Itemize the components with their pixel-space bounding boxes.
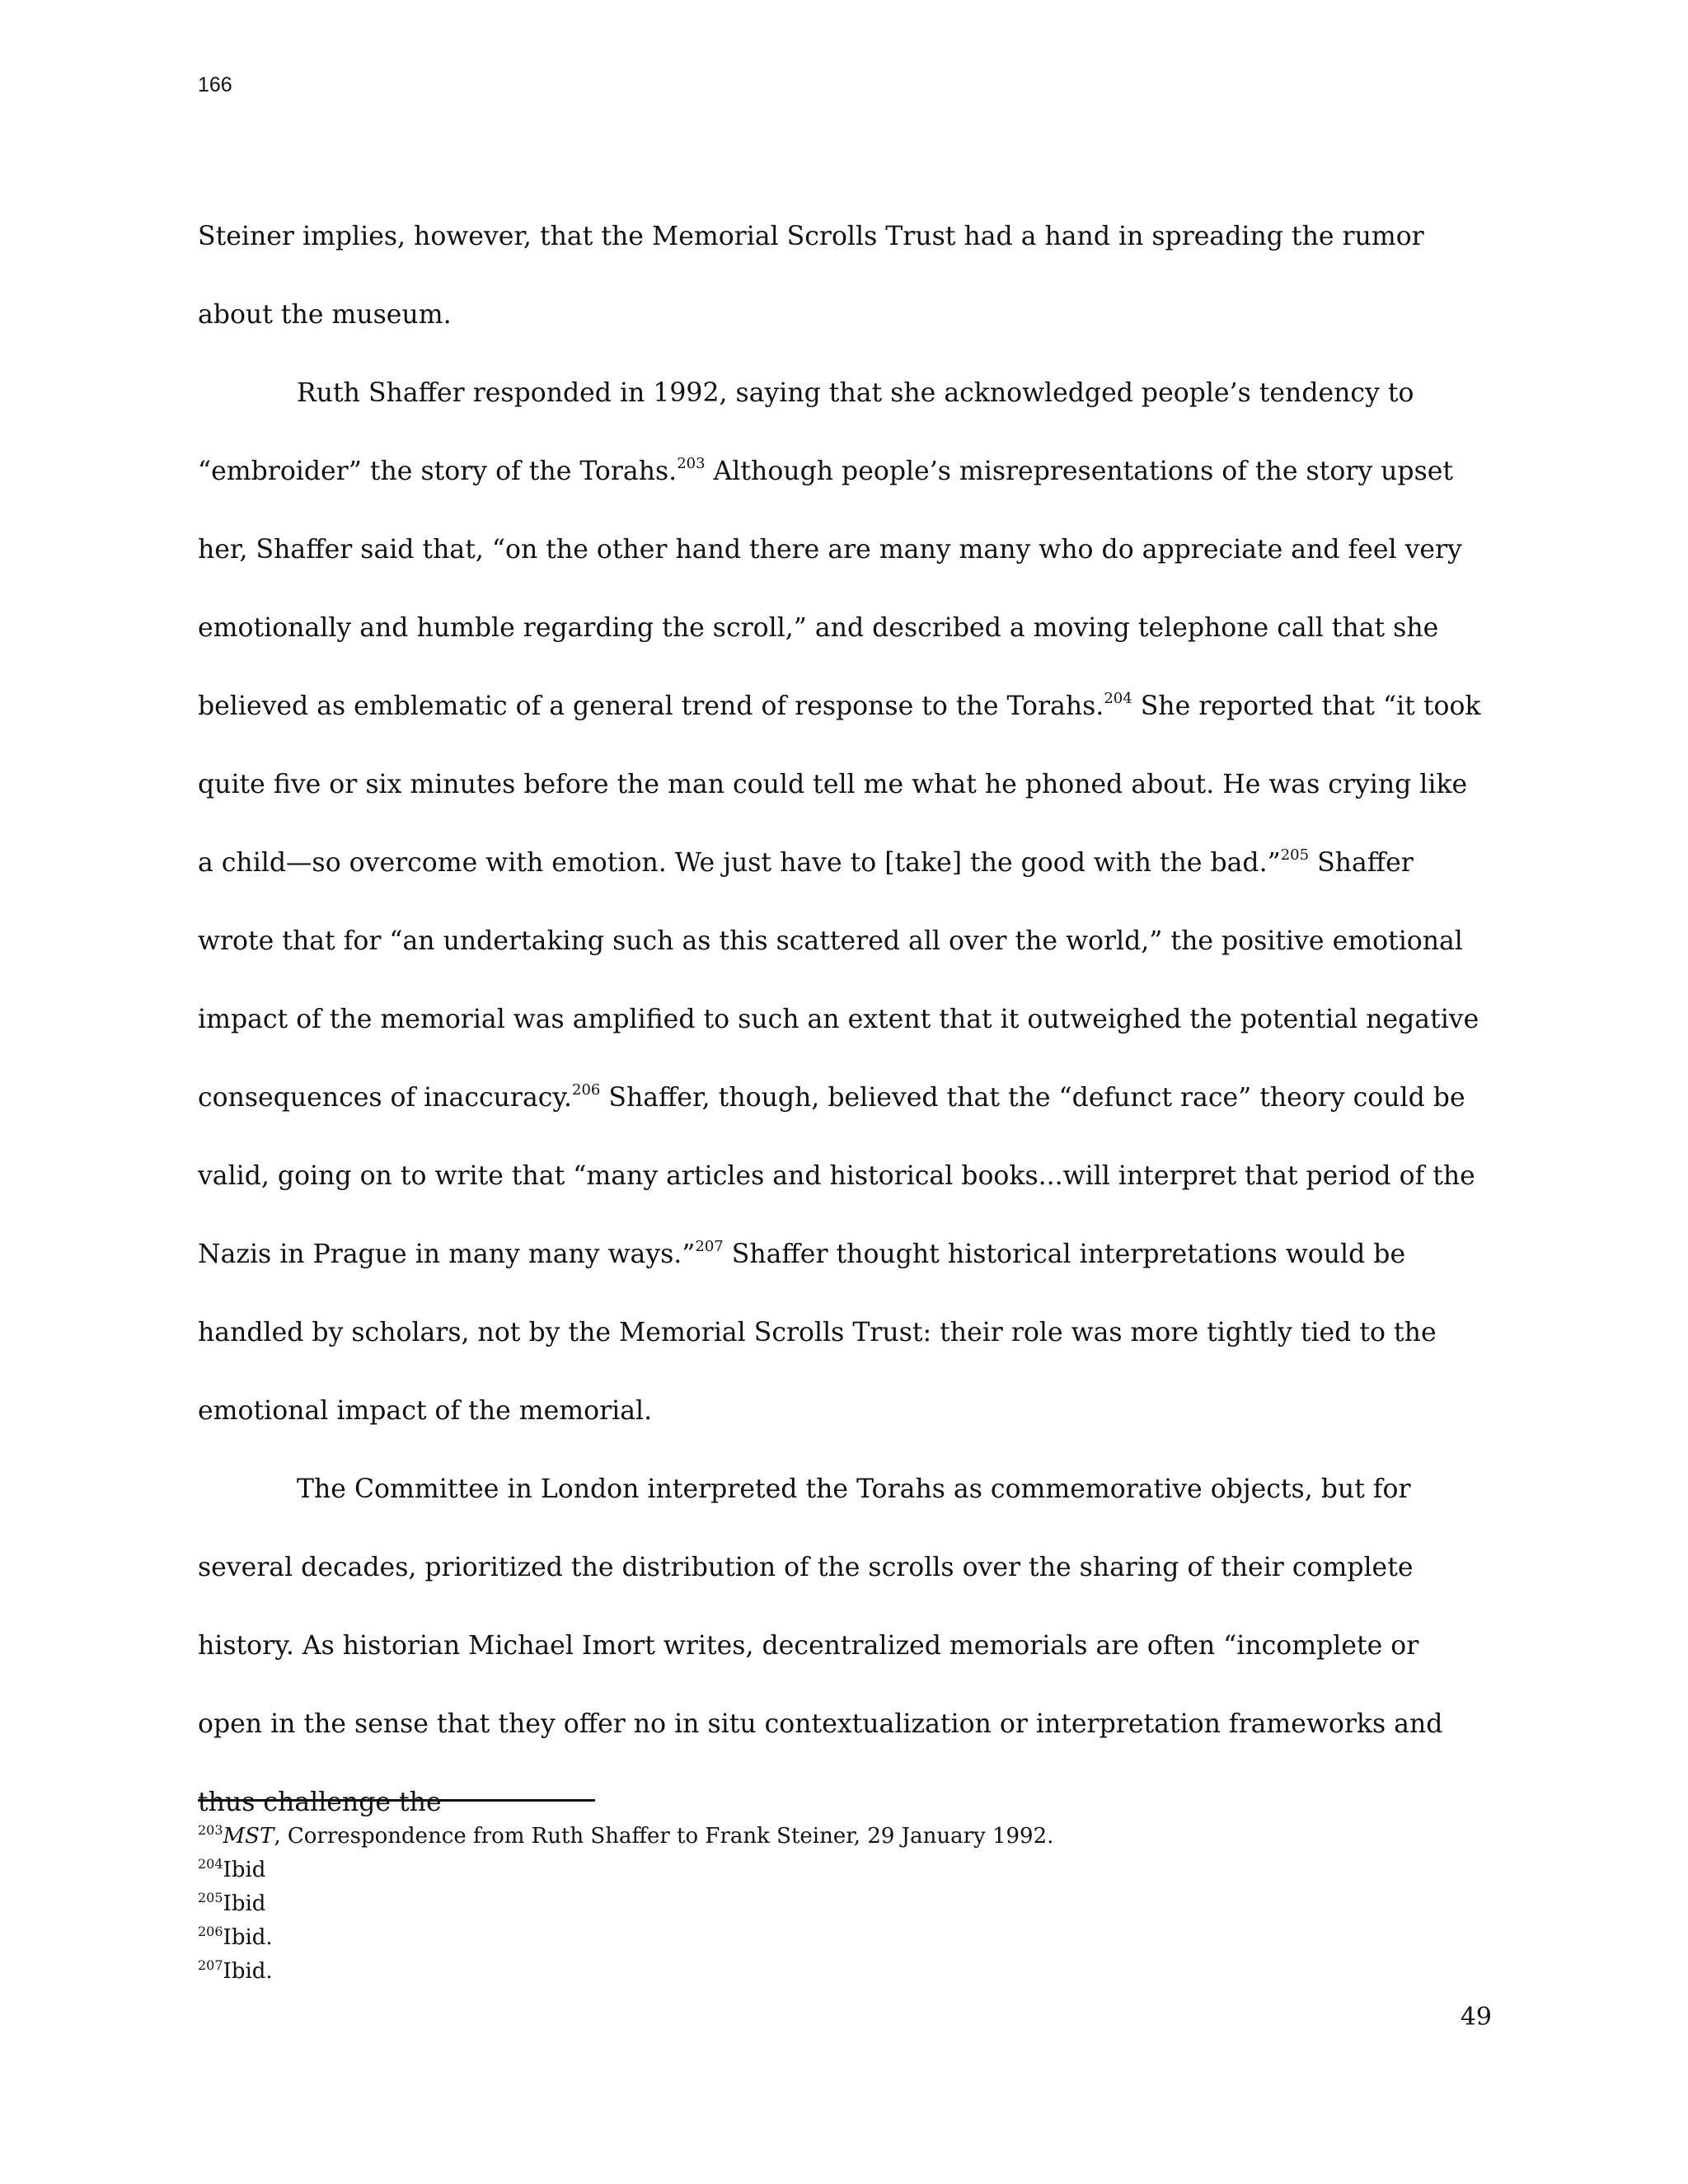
footnote-item xyxy=(198,1887,1484,1921)
footnote-reference[interactable]: 205 xyxy=(1280,846,1310,864)
footnote-number: 207 xyxy=(198,1957,223,1973)
footnote-number: 203 xyxy=(198,1822,223,1838)
footnote-text: , Correspondence from Ruth Shaffer to Frank Steiner, 29 January 1992. xyxy=(274,1824,1054,1849)
footnote-text: Ibid xyxy=(223,1858,266,1882)
footnote-item xyxy=(198,1921,1484,1955)
paragraph-text: Although people’s misrepresentations of the story upset her, Shaffer said that, “on the other hand there are many many who do appreciate and feel very emotionally and humble regarding the scroll,” and described a moving telephone call that she believed as emblematic of a general trend of response to the Torahs. xyxy=(198,457,1462,721)
paragraph-text: Shaffer wrote that for “an undertaking such as this scattered all over the world,” the positive emotional impact of the memorial was amplified to such an extent that it outweighed the potential negative consequences of inaccuracy. xyxy=(198,848,1479,1113)
footnote-item xyxy=(198,1955,1484,1989)
footnote-number: 206 xyxy=(198,1924,223,1939)
footnote-reference[interactable]: 207 xyxy=(695,1238,724,1255)
footnote-reference[interactable]: 203 xyxy=(677,455,706,472)
footnote-text: Ibid xyxy=(223,1891,266,1916)
paragraph-text: Shaffer, though, believed that the “defunct race” theory could be valid, going on to write that “many articles and historical books...will interpret that period of the Nazis in Prague in many many ways.” xyxy=(198,1083,1475,1269)
paragraph-text: She reported that “it took quite five or six minutes before the man could tell me what he phoned about. He was crying like a child—so overcome with emotion. We just have to [take] the good with the bad.” xyxy=(198,691,1481,878)
paragraph xyxy=(198,354,1484,1451)
footnote-text: Ibid. xyxy=(223,1959,273,1984)
paragraph xyxy=(198,198,1484,354)
footnote-source-abbreviation: MST xyxy=(223,1824,274,1849)
footnote-reference[interactable]: 206 xyxy=(572,1081,601,1099)
footnote-item xyxy=(198,1820,1484,1854)
paragraph-text: Steiner implies, however, that the Memorial Scrolls Trust had a hand in spreading the rumor about the museum. xyxy=(198,222,1424,330)
footnote-divider xyxy=(198,1799,595,1802)
footnote-item xyxy=(198,1854,1484,1887)
footnote-reference[interactable]: 204 xyxy=(1104,690,1132,707)
footer-page-number: 49 xyxy=(1460,2003,1492,2032)
footnote-number: 204 xyxy=(198,1856,223,1872)
paragraph-text: Ruth Shaffer responded in 1992, saying that she acknowledged people’s tendency to “embroider” the story of the Torahs. xyxy=(198,378,1414,486)
footnote-text: Ibid. xyxy=(223,1925,273,1950)
header-page-number: 166 xyxy=(198,73,232,96)
footnote-number: 205 xyxy=(198,1890,223,1905)
paragraph-text: Shaffer thought historical interpretations would be handled by scholars, not by the Memorial Scrolls Trust: their role was more tightly tied to the emotional impact of the memorial. xyxy=(198,1240,1437,1426)
footnotes xyxy=(198,1820,1484,1989)
body-text xyxy=(198,198,1484,1842)
paragraph-text: The Committee in London interpreted the Torahs as commemorative objects, but for several decades, prioritized the distribution of the scrolls over the sharing of their complete history. As historian Michael Imort writes, decentralized memorials are often “incomplete or open in the sense that they offer no in situ contextualization or interpretation frameworks and thus challenge the xyxy=(198,1474,1443,1817)
paragraph xyxy=(198,1451,1484,1842)
